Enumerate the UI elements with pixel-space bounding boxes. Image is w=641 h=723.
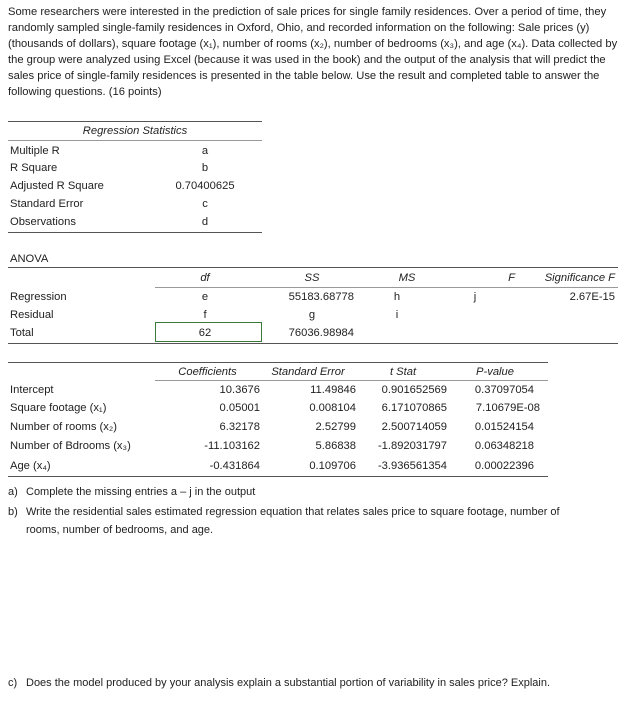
anova-title: ANOVA bbox=[10, 253, 49, 265]
question-a-label: a) bbox=[8, 486, 18, 498]
anova-row-df: 62 bbox=[198, 327, 212, 339]
coef-row-p: 0.37097054 bbox=[474, 384, 534, 396]
stat-value: 0.70400625 bbox=[175, 180, 235, 192]
anova-row-label: Regression bbox=[10, 291, 67, 303]
question-b bbox=[8, 504, 560, 520]
coef-row-label: Number of rooms (x₂) bbox=[10, 421, 117, 433]
anova-row-ms: i bbox=[395, 309, 399, 321]
stat-label: Standard Error bbox=[10, 198, 84, 210]
coef-row-t: 0.901652569 bbox=[381, 384, 447, 396]
intro-paragraph: Some researchers were interested in the prediction of sale prices for single family residences. Over a period of time, they randomly sampled single-family residences in Oxford, Ohio, and recorded information on the following: Sale prices (y) (thousands of dollars), square footage (x₁), number of rooms (x₂), number of bedrooms (x₃), and age (x₄). Data collected by the group were analyzed using Excel (because it was used in the book) and the output of the analysis that will predict the sales price of single-family residences is presented in the table below. Use the result and completed table to answer the following questions. (16 points) bbox=[8, 6, 618, 99]
anova-header-df: df bbox=[200, 272, 210, 284]
question-b-label: b) bbox=[8, 506, 18, 518]
coef-row-coef: 0.05001 bbox=[219, 402, 260, 414]
coef-row-coef: -11.103162 bbox=[204, 440, 260, 452]
coef-row-t: -1.892031797 bbox=[377, 440, 447, 452]
anova-row-f: j bbox=[473, 291, 477, 303]
anova-row-label: Residual bbox=[10, 309, 54, 321]
coef-header-t: t Stat bbox=[389, 366, 417, 378]
anova-row-ss: 55183.68778 bbox=[288, 291, 354, 303]
anova-header-ss: SS bbox=[304, 272, 320, 284]
stat-label: Observations bbox=[10, 216, 76, 228]
anova-row-df: e bbox=[201, 291, 209, 303]
question-b-text: Write the residential sales estimated regression equation that relates sales price to square footage, number of bbox=[26, 506, 560, 518]
coef-row-se: 2.52799 bbox=[315, 421, 356, 433]
question-a-text: Complete the missing entries a – j in the output bbox=[26, 486, 256, 498]
stat-value: b bbox=[201, 162, 209, 174]
coef-row-se: 0.109706 bbox=[309, 460, 356, 472]
coef-row-t: 2.500714059 bbox=[381, 421, 447, 433]
question-b-continuation: rooms, number of bedrooms, and age. bbox=[26, 524, 214, 536]
coef-row-p: 0.00022396 bbox=[474, 460, 534, 472]
coef-row-se: 11.49846 bbox=[310, 384, 356, 396]
coef-header-coef: Coefficients bbox=[178, 366, 237, 378]
anova-header-ms: MS bbox=[398, 272, 416, 284]
anova-row-ss: g bbox=[308, 309, 316, 321]
question-c bbox=[8, 675, 550, 691]
anova-row-sig: 2.67E-15 bbox=[569, 291, 615, 303]
coef-row-coef: 10.3676 bbox=[219, 384, 260, 396]
coef-row-label: Intercept bbox=[10, 384, 54, 396]
stat-value: d bbox=[201, 216, 209, 228]
coef-row-se: 0.008104 bbox=[309, 402, 356, 414]
coef-row-p: 0.01524154 bbox=[474, 421, 534, 433]
stat-label: R Square bbox=[10, 162, 58, 174]
question-c-text: Does the model produced by your analysis explain a substantial portion of variability in sales price? Explain. bbox=[26, 677, 551, 689]
coef-header-p: P-value bbox=[476, 366, 514, 378]
coef-row-t: 6.171070865 bbox=[381, 402, 447, 414]
coef-row-p: 0.06348218 bbox=[474, 440, 534, 452]
anova-header-f: F bbox=[508, 272, 515, 284]
coef-row-label: Number of Bdrooms (x₃) bbox=[10, 440, 131, 452]
anova-row-label: Total bbox=[10, 327, 34, 339]
anova-row-ss: 76036.98984 bbox=[288, 327, 354, 339]
question-a bbox=[8, 484, 255, 500]
anova-header-sig: Significance F bbox=[544, 272, 615, 284]
coef-row-label: Age (x₄) bbox=[10, 460, 51, 472]
coef-row-label: Square footage (x₁) bbox=[10, 402, 107, 414]
stat-label: Adjusted R Square bbox=[10, 180, 104, 192]
anova-row-ms: h bbox=[393, 291, 401, 303]
stat-label: Multiple R bbox=[10, 145, 60, 157]
coef-row-p: 7.10679E-08 bbox=[475, 402, 540, 414]
question-c-label: c) bbox=[8, 677, 18, 689]
coef-row-t: -3.936561354 bbox=[377, 460, 447, 472]
coef-row-coef: -0.431864 bbox=[209, 460, 260, 472]
coef-header-se: Standard Error bbox=[271, 366, 345, 378]
coef-row-coef: 6.32178 bbox=[219, 421, 260, 433]
coef-row-se: 5.86838 bbox=[315, 440, 356, 452]
stat-value: a bbox=[201, 145, 209, 157]
stat-value: c bbox=[202, 198, 208, 210]
anova-row-df: f bbox=[203, 309, 207, 321]
regression-stats-title: Regression Statistics bbox=[82, 125, 188, 137]
